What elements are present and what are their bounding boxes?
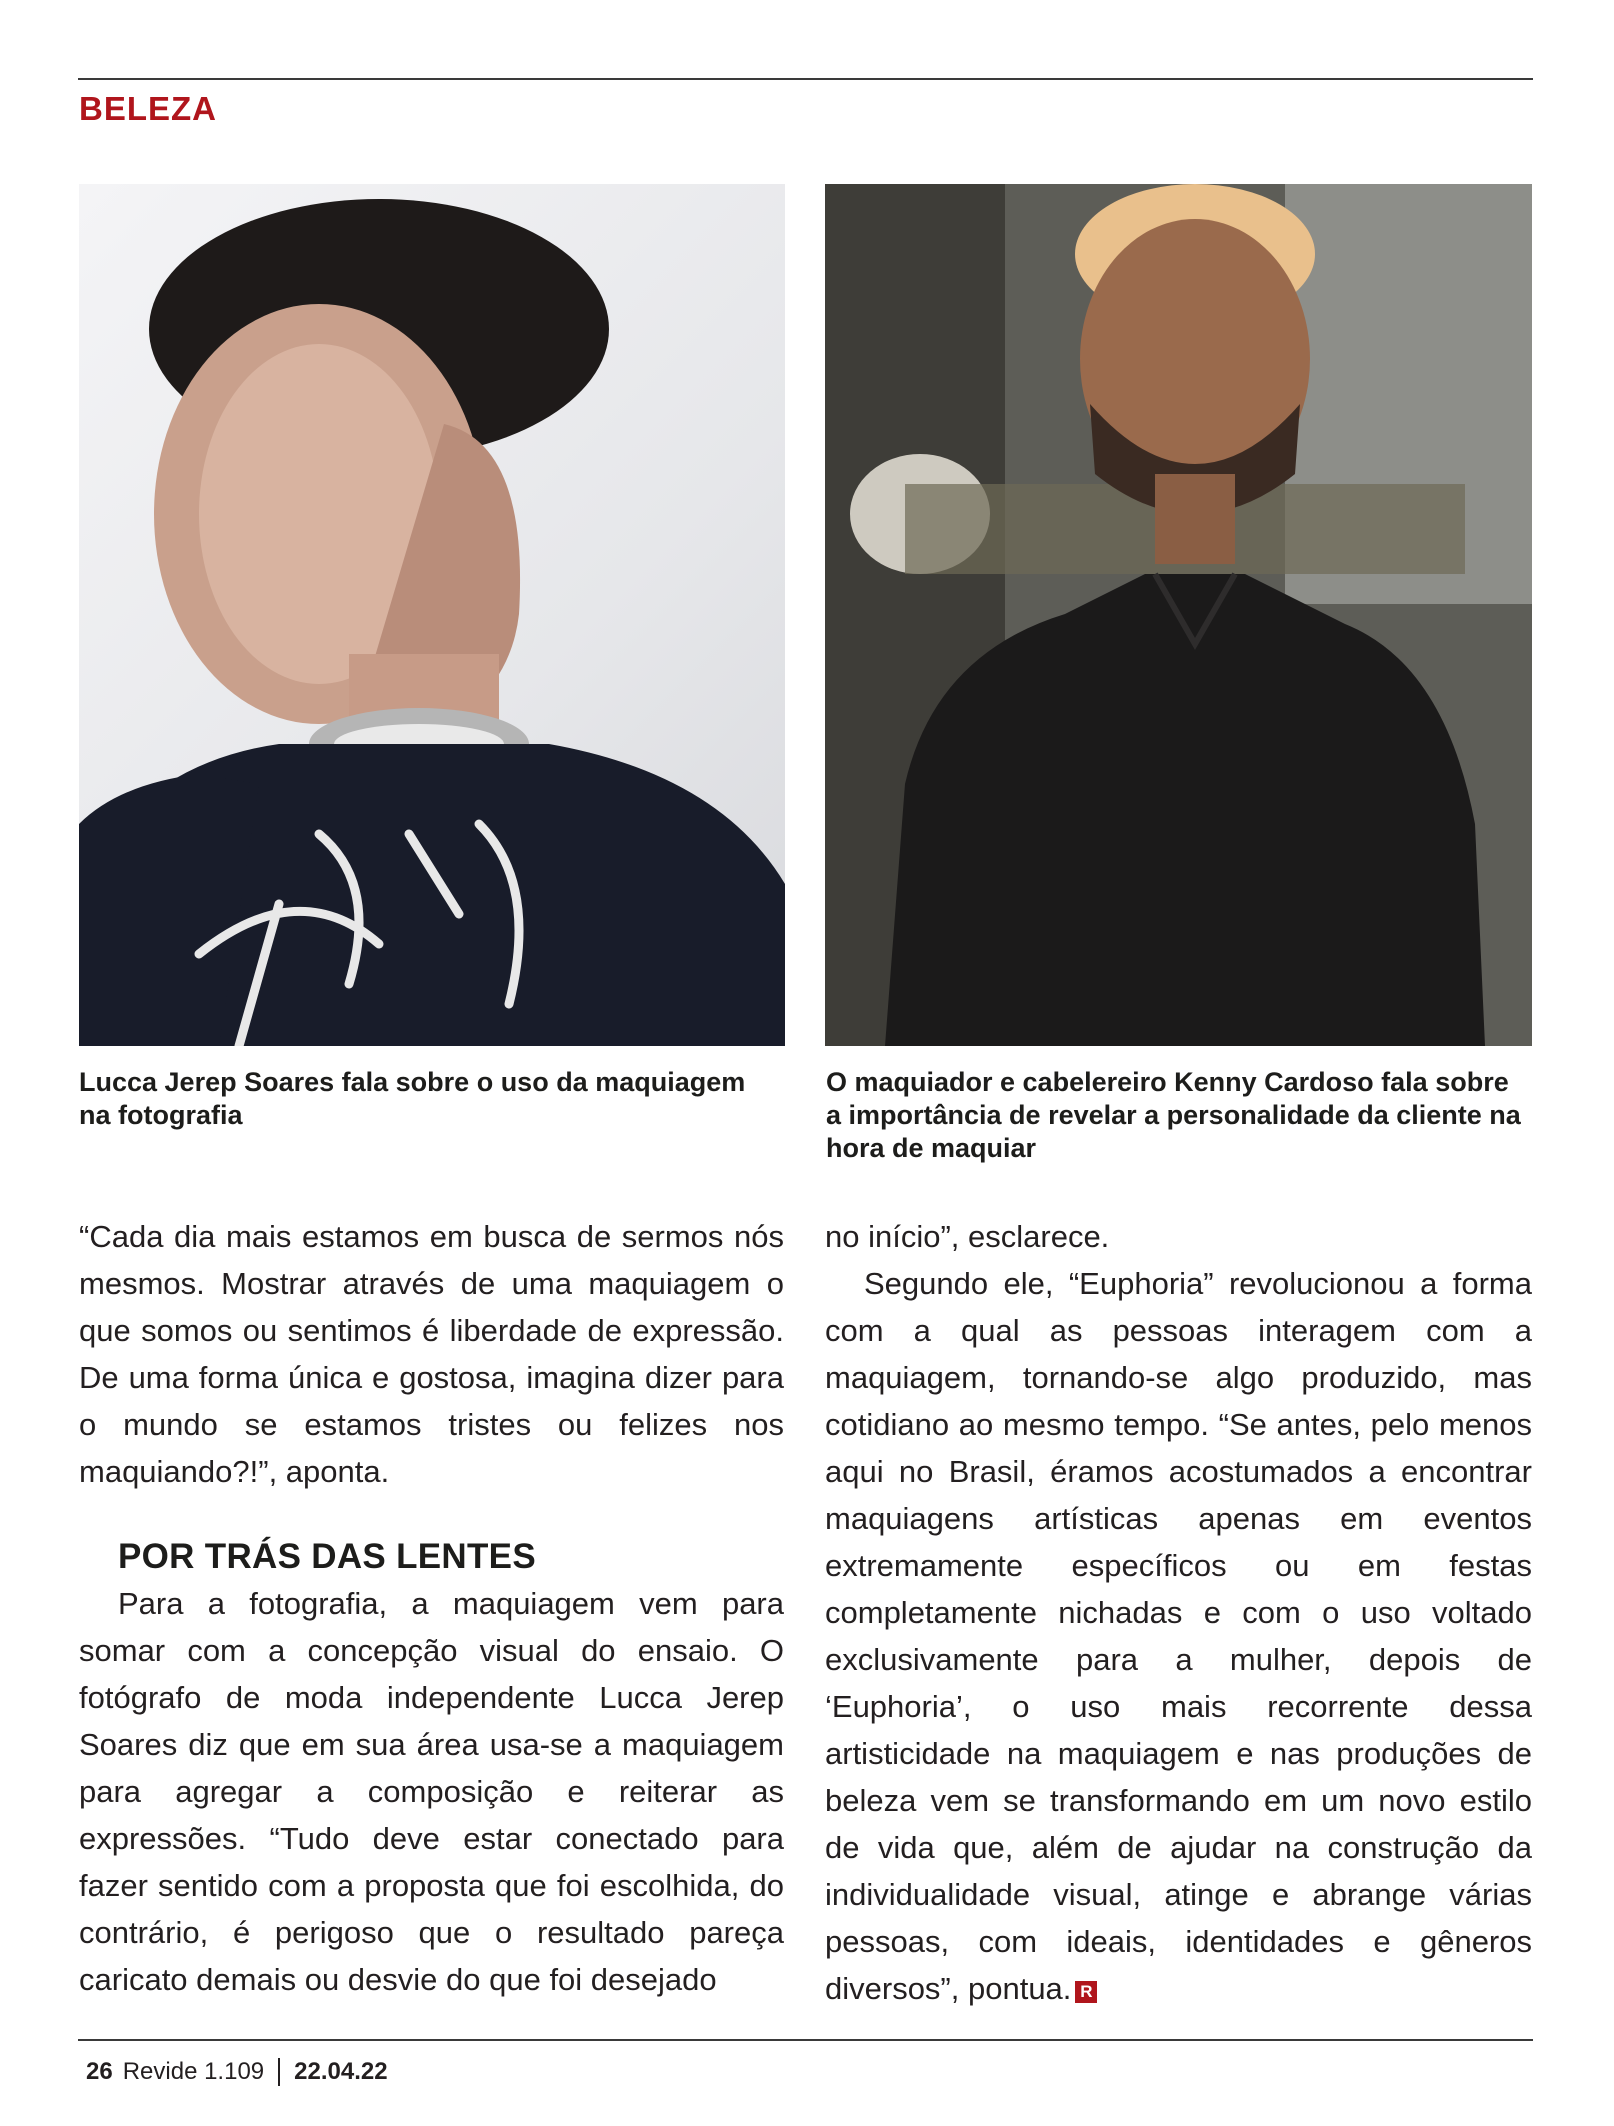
photo-lucca-illustration (79, 184, 785, 1046)
page-number: 26 (86, 2058, 113, 2085)
page-footer (86, 2058, 388, 2086)
paragraph: “Cada dia mais estamos em busca de sermos nós mesmos. Mostrar através de uma maquiagem o que somos ou sentimos é liberdade de expressão. De uma forma única e gostosa, imagina dizer para o mundo se estamos tristes ou felizes nos maquiando?!”, aponta. (79, 1219, 784, 1489)
photo-caption-left: Lucca Jerep Soares fala sobre o uso da maquiagem na fotografia (79, 1067, 746, 1130)
paragraph-text: Segundo ele, “Euphoria” revolucionou a forma com a qual as pessoas interagem com a maquiagem, tornando-se algo produzido, mas cotidiano ao mesmo tempo. “Se antes, pelo menos aqui no Brasil, éramos acostumados a encontrar maquiagens artísticas apenas em eventos extremamente específicos ou em festas completamente nichadas e com o uso voltado exclusivamente para a mulher, depois de ‘Euphoria’, o uso mais recorrente dessa artisticidade na maquiagem e nas produções de beleza vem se transformando em um novo estilo de vida que, além de ajudar na construção da individualidade visual, atinge e abrange várias pessoas, com ideais, identidades e gêneros diversos”, pontua. (825, 1266, 1532, 2006)
photo-kenny-cardoso (825, 184, 1532, 1046)
section-label: BELEZA (79, 90, 217, 127)
subheading: POR TRÁS DAS LENTES (118, 1537, 536, 1576)
photo-kenny-illustration (825, 184, 1532, 1046)
paragraph: no início”, esclarece. (825, 1219, 1110, 1254)
paragraph-final (825, 1260, 1532, 2012)
paragraph: Para a fotografia, a maquiagem vem para somar com a concepção visual do ensaio. O fotógrafo de moda independente Lucca Jerep Soares diz que em sua área usa-se a maquiagem para agregar a composição e reiterar as expressões. “Tudo deve estar conectado para fazer sentido com a proposta que foi escolhida, do contrário, é perigoso que o resultado pareça caricato demais ou desvie do que foi desejado (79, 1586, 784, 1997)
article-column-right (825, 1213, 1532, 2012)
article-column-left (79, 1213, 784, 2003)
issue-date: 22.04.22 (294, 2058, 388, 2085)
footer-divider (278, 2058, 280, 2086)
top-rule (78, 78, 1533, 80)
end-mark-icon: R (1075, 1981, 1097, 2003)
bottom-rule (78, 2039, 1533, 2041)
photo-lucca-jerep-soares (79, 184, 785, 1046)
publication-issue: Revide 1.109 (122, 2058, 265, 2085)
photo-caption-right: O maquiador e cabelereiro Kenny Cardoso fala sobre a importância de revelar a personalidade da cliente na hora de maquiar (826, 1067, 1521, 1163)
